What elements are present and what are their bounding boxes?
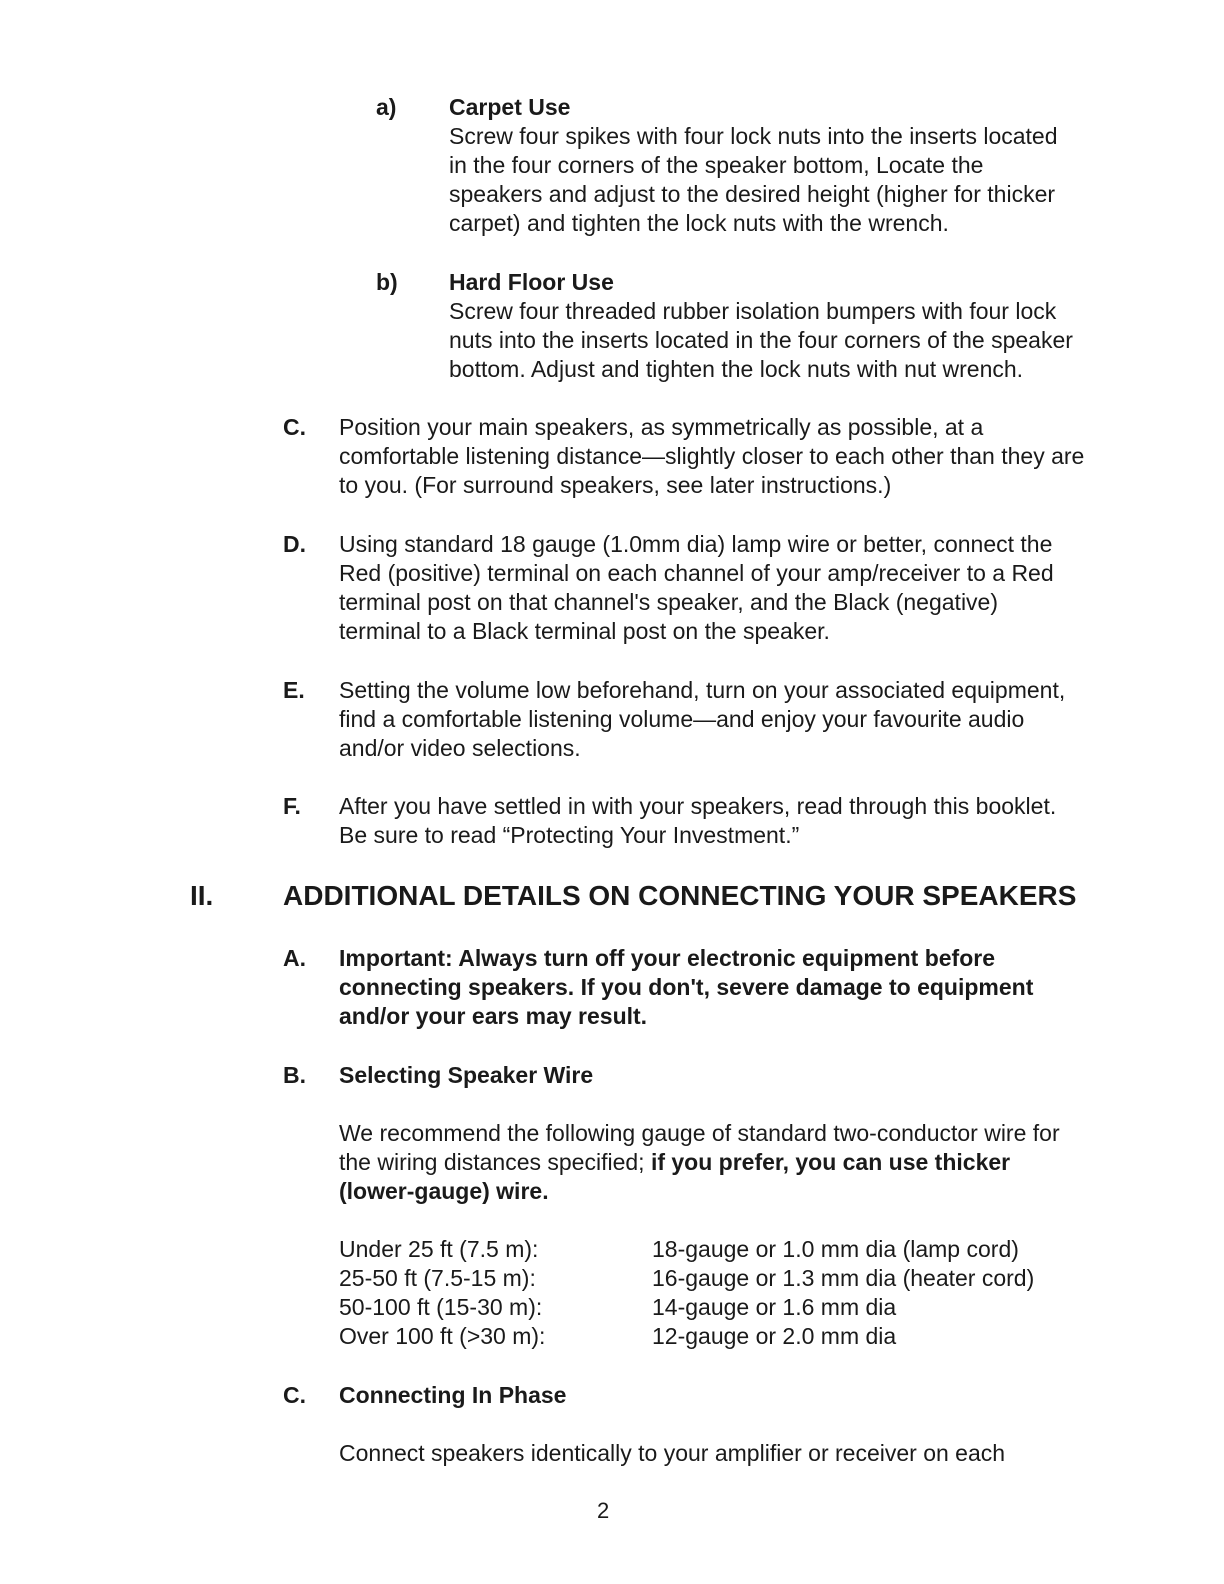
step-text: Using standard 18 gauge (1.0mm dia) lamp wire or better, connect the [339,531,1053,557]
paragraph-text-emphasis: (lower-gauge) wire. [339,1178,549,1204]
wire-distance-cell: 25-50 ft (7.5-15 m): [339,1265,536,1291]
paragraph-text: Connect speakers identically to your amplifier or receiver on each [339,1440,1006,1466]
sub-item-text: in the four corners of the speaker bottom, Locate the [449,152,984,178]
warning-text: connecting speakers. If you don't, severe damage to equipment [339,974,1034,1000]
warning-text: and/or your ears may result. [339,1003,648,1029]
step-text: Setting the volume low beforehand, turn on your associated equipment, [339,677,1066,703]
page-number: 2 [597,1498,610,1523]
sub-item-title-carpet-use: Carpet Use [449,94,571,120]
paragraph-text-emphasis: if you prefer, you can use thicker [650,1149,1011,1175]
step-text: Red (positive) terminal on each channel of your amp/receiver to a Red [339,560,1054,586]
sub-item-title-hard-floor-use: Hard Floor Use [449,269,614,295]
warning-text: Important: Always turn off your electronic equipment before [339,945,995,971]
subsection-title-selecting-wire: Selecting Speaker Wire [339,1062,594,1088]
step-text: Position your main speakers, as symmetrically as possible, at a [339,414,984,440]
step-label-c: C. [283,414,306,440]
step-label-e: E. [283,677,305,703]
step-label-f: F. [283,793,301,819]
wire-gauge-cell: 14-gauge or 1.6 mm dia [652,1294,897,1320]
step-label-d: D. [283,531,306,557]
step-text: After you have settled in with your speakers, read through this booklet. [339,793,1057,819]
step-text: comfortable listening distance—slightly closer to each other than they are [339,443,1085,469]
subsection-title-connecting-in-phase: Connecting In Phase [339,1382,567,1408]
sub-item-label-b: b) [376,269,398,295]
step-text: and/or video selections. [339,735,581,761]
wire-distance-cell: 50-100 ft (15-30 m): [339,1294,543,1320]
paragraph-text-normal: the wiring distances specified; [339,1149,651,1175]
wire-gauge-cell: 12-gauge or 2.0 mm dia [652,1323,897,1349]
section-number: II. [190,880,214,911]
sub-item-text: Screw four spikes with four lock nuts into the inserts located [449,123,1058,149]
step-text: to you. (For surround speakers, see later instructions.) [339,472,892,498]
step-text: terminal post on that channel's speaker, and the Black (negative) [339,589,999,615]
section-item-label-a: A. [283,945,306,971]
sub-item-text: bottom. Adjust and tighten the lock nuts with nut wrench. [449,356,1024,382]
section-heading: ADDITIONAL DETAILS ON CONNECTING YOUR SPEAKERS [283,880,1077,911]
paragraph-text [339,1148,1010,1177]
sub-item-text: carpet) and tighten the lock nuts with the wrench. [449,210,949,236]
wire-gauge-cell: 16-gauge or 1.3 mm dia (heater cord) [652,1265,1035,1291]
step-text: terminal to a Black terminal post on the speaker. [339,618,830,644]
paragraph-text: We recommend the following gauge of standard two-conductor wire for [339,1120,1060,1146]
sub-item-text: Screw four threaded rubber isolation bumpers with four lock [449,298,1057,324]
wire-distance-cell: Over 100 ft (>30 m): [339,1323,546,1349]
wire-gauge-cell: 18-gauge or 1.0 mm dia (lamp cord) [652,1236,1019,1262]
step-text: Be sure to read “Protecting Your Investment.” [339,822,800,848]
section-item-label-b: B. [283,1062,306,1088]
sub-item-text: nuts into the inserts located in the four corners of the speaker [449,327,1073,353]
wire-distance-cell: Under 25 ft (7.5 m): [339,1236,539,1262]
sub-item-text: speakers and adjust to the desired height (higher for thicker [449,181,1056,207]
section-item-label-c: C. [283,1382,306,1408]
step-text: find a comfortable listening volume—and enjoy your favourite audio [339,706,1025,732]
sub-item-label-a: a) [376,94,397,120]
